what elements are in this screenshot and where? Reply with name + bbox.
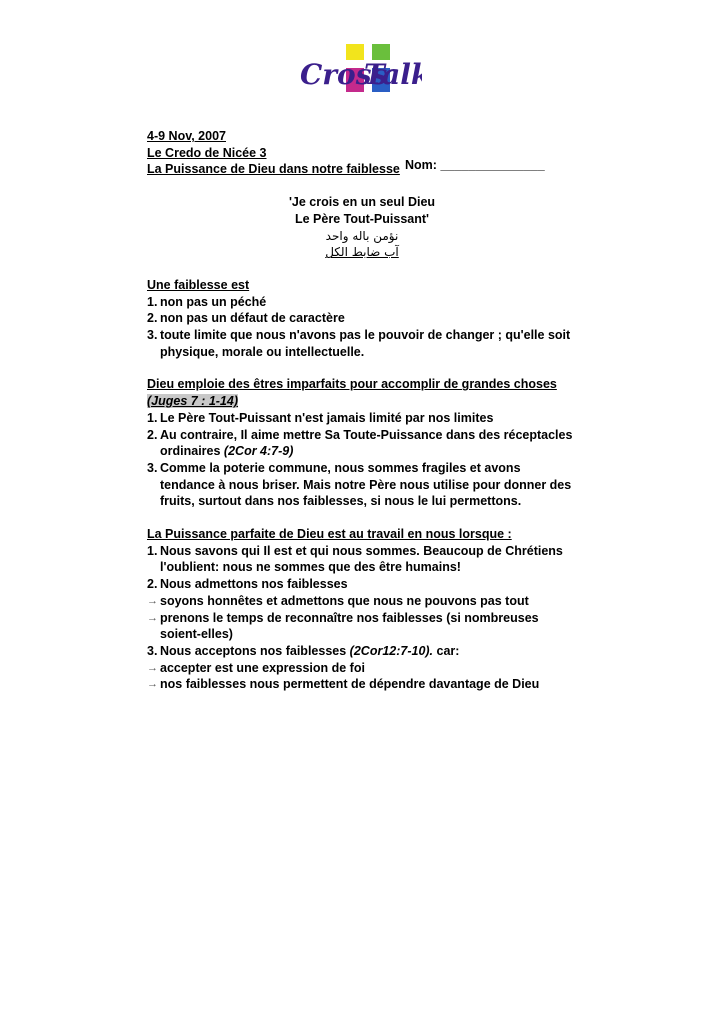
sub-item: → nos faiblesses nous permettent de dépendre davantage de Dieu [147,677,540,692]
list-item: 3. Comme la poterie commune, nous sommes fragiles et avons tendance à nous briser. Mais notre Père nous utilise pour donner des fruits, surtout dans nos faiblesses, si nous le lui permettons. [147,460,572,509]
section2-heading: Dieu emploie des êtres imparfaits pour accomplir de grandes choses (Juges 7 : 1-14) [147,377,557,409]
name-field[interactable] [405,157,545,174]
sub-item: → prenons le temps de reconnaître nos faiblesses (si nombreuses soient-elles) [147,610,539,642]
list-item: 2. non pas un défaut de caractère [147,311,345,326]
scripture-ref: (2Cor12:7-10). [349,643,434,658]
section3-list-cont [147,643,577,660]
list-item: 2. Au contraire, Il aime mettre Sa Toute-Puissance dans des réceptacles ordinaires (2Cor 4:7-9) [147,427,573,459]
list-item: 1. Nous savons qui Il est et qui nous sommes. Beaucoup de Chrétiens l'oublient: nous ne sommes que des être humains! [147,543,563,575]
section1-heading: Une faiblesse est [147,277,250,292]
name-blank: _______________ [440,158,545,173]
creed-arabic-1: نؤمن باله واحد [325,228,399,243]
arrow-icon: → [147,678,158,691]
list-item: 3. toute limite que nous n'avons pas le pouvoir de changer ; qu'elle soit physique, morale ou intellectuelle. [147,328,571,359]
section3-list [147,543,577,593]
sub-item: → soyons honnêtes et admettons que nous ne pouvons pas tout [147,593,529,608]
subtitle-line [147,158,577,178]
arrow-icon: → [147,661,158,674]
arrow-icon: → [147,611,158,624]
doc-title: Le Credo de Nicée 3 [147,145,267,160]
scripture-ref: (2Cor 4:7-9) [223,444,294,459]
creed-block [147,194,577,261]
section2-list [147,410,577,510]
section3-heading: La Puissance parfaite de Dieu est au travail en nous lorsque : [147,527,512,542]
crosstalk-logo-graphic [298,40,422,100]
list-item: 2. Nous admettons nos faiblesses [147,577,348,592]
arrow-icon: → [147,594,158,607]
creed-arabic-2: آب ضابط الكل [325,245,399,260]
crosstalk-logo [298,40,422,100]
list-item: 1. Le Père Tout-Puissant n'est jamais limité par nos limites [147,410,494,425]
svg-text:Cross: Cross [300,58,388,91]
list-item: 1. non pas un péché [147,294,267,309]
list-item: 3. Nous acceptons nos faiblesses (2Cor12:7-10). car: [147,643,460,658]
section1-list [147,294,577,361]
document-body [147,128,577,693]
creed-line-2: Le Père Tout-Puissant' [294,211,429,226]
creed-line-1: 'Je crois en un seul Dieu [288,195,436,210]
scripture-ref: (Juges 7 : 1-14) [147,394,239,409]
date: 4-9 Nov, 2007 [147,129,226,143]
doc-subtitle: La Puissance de Dieu dans notre faiblesse [147,162,400,177]
svg-text:Talk: Tal [364,58,411,91]
sub-item: → accepter est une expression de foi [147,660,365,675]
name-label: Nom: [405,158,437,173]
